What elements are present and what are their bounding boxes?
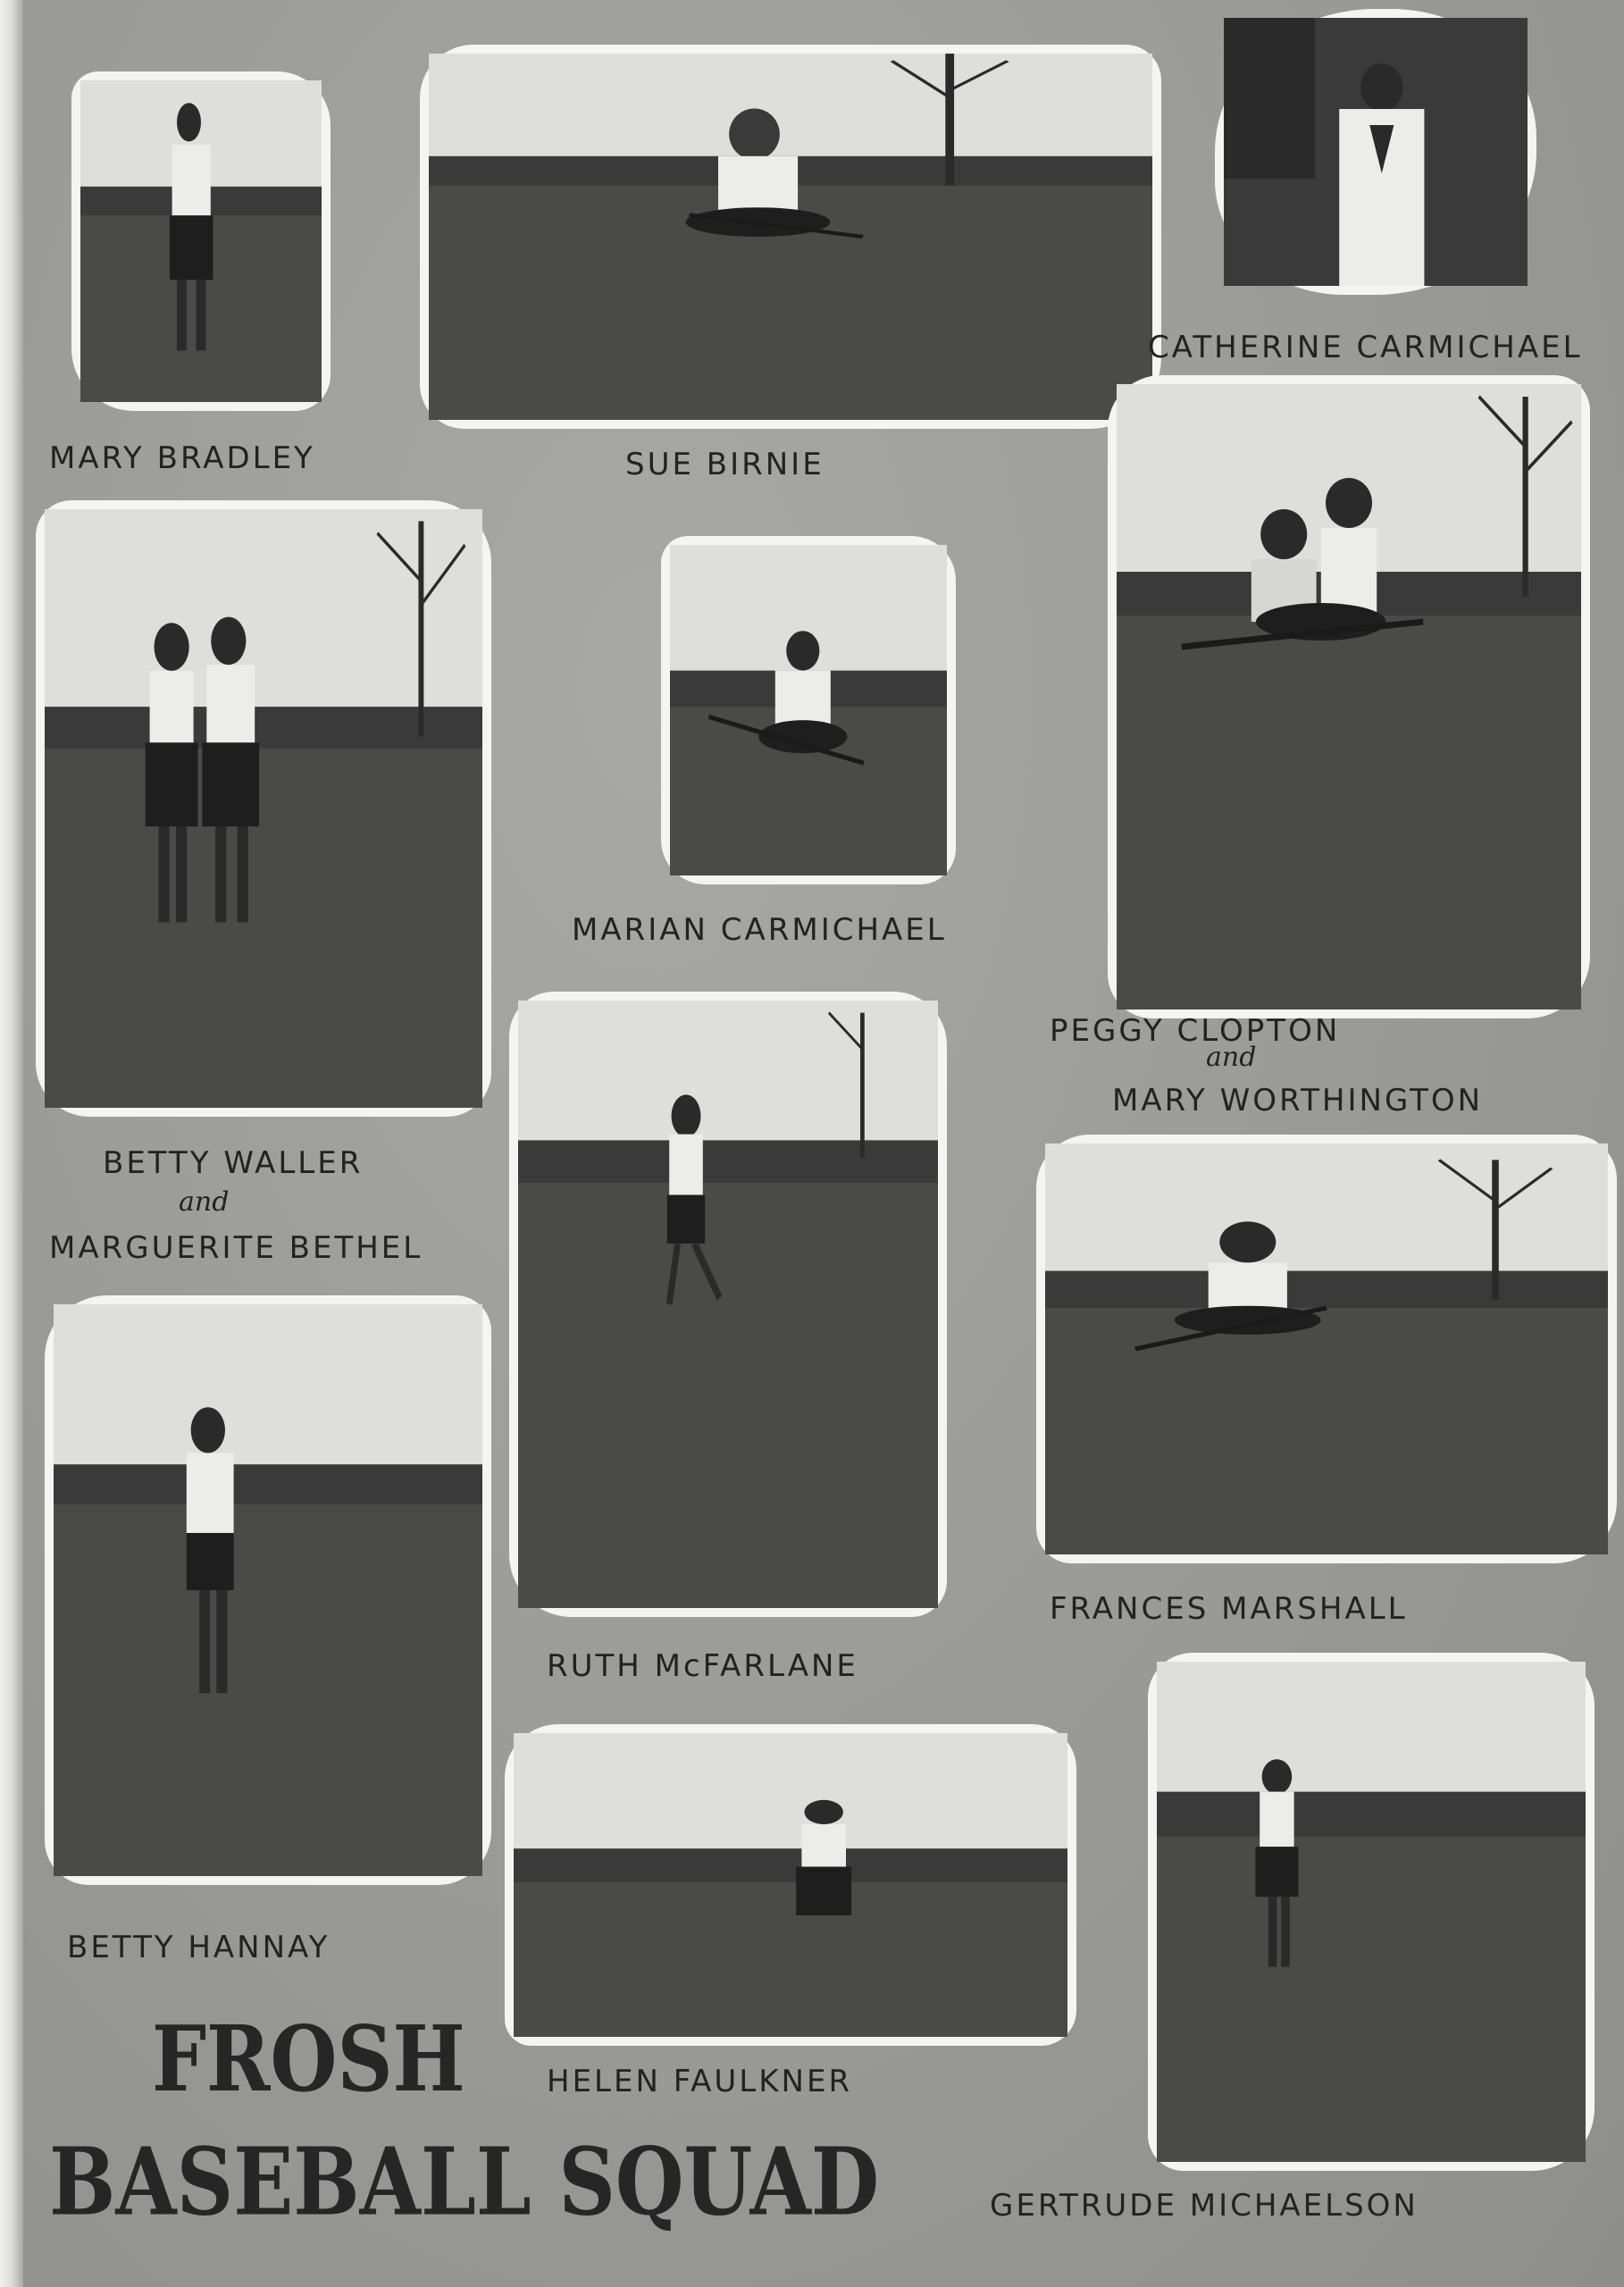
photo-frances-marshall (1036, 1135, 1617, 1563)
photo-helen-faulkner (505, 1724, 1076, 2046)
photo-marian-carmichael (661, 536, 956, 884)
photo-ruth-mcfarlane (509, 992, 947, 1617)
photo-gertrude-michaelson (1148, 1653, 1595, 2171)
caption-frances-marshall: FRANCES MARSHALL (1050, 1591, 1408, 1627)
caption-ruth-mcfarlane: RUTH McFARLANE (547, 1648, 858, 1684)
caption-sue-birnie: SUE BIRNIE (625, 447, 825, 482)
page-edge (0, 0, 23, 2287)
title-baseball-squad: BASEBALL SQUAD (49, 2126, 880, 2237)
photo-betty-hannay (45, 1295, 491, 1885)
caption-helen-faulkner: HELEN FAULKNER (547, 2064, 853, 2099)
caption-mary-worthington: MARY WORTHINGTON (1112, 1083, 1484, 1118)
photo-catherine-carmichael (1215, 9, 1536, 295)
caption-marian-carmichael: MARIAN CARMICHAEL (572, 912, 947, 948)
photo-peggy-clopton-mary-worthington (1108, 375, 1590, 1018)
photo-mary-bradley (71, 71, 331, 411)
caption-peggy-clopton: PEGGY CLOPTON (1050, 1013, 1341, 1049)
photo-betty-waller-marguerite-bethel (36, 500, 491, 1117)
caption-gertrude-michaelson: GERTRUDE MICHAELSON (990, 2188, 1419, 2224)
photo-sue-birnie (420, 45, 1161, 429)
caption-mary-bradley: MARY BRADLEY (49, 440, 315, 476)
caption-betty-waller: BETTY WALLER (103, 1145, 364, 1181)
caption-marguerite-bethel: MARGUERITE BETHEL (49, 1230, 423, 1266)
caption-betty-hannay: BETTY HANNAY (67, 1930, 331, 1965)
title-frosh: FROSH (152, 2006, 465, 2113)
caption-catherine-carmichael: CATHERINE CARMICHAEL (1148, 330, 1583, 365)
caption-peggy-and: and (1206, 1042, 1257, 1073)
caption-betty-and: and (179, 1186, 230, 1218)
